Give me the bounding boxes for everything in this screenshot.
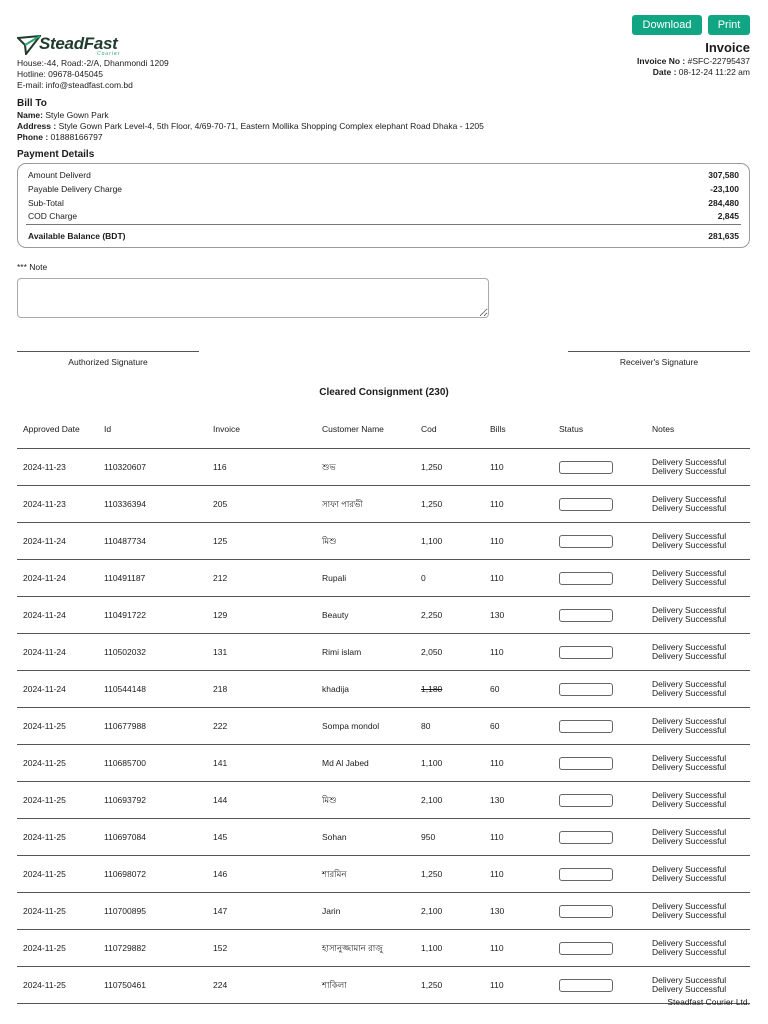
cell-notes [646, 708, 750, 745]
cell-id: 110491187 [98, 560, 207, 597]
cell-invoice: 205 [207, 486, 316, 523]
cell-approved-date: 2024-11-23 [17, 486, 98, 523]
status-field[interactable] [559, 942, 613, 955]
cell-id: 110677988 [98, 708, 207, 745]
table-row [17, 930, 750, 967]
cell-status [553, 560, 646, 597]
note-line: Delivery Successful [652, 503, 727, 513]
note-line: Delivery Successful [652, 716, 727, 726]
invoice-header [637, 40, 750, 78]
payment-row-label: Payable Delivery Charge [28, 184, 123, 194]
cell-customer-name: শাকিলা [316, 967, 415, 1004]
bill-to-name-label: Name: [17, 110, 43, 120]
payment-row-label: Sub-Total [28, 198, 64, 208]
consignment-table [17, 410, 750, 1004]
note-line: Delivery Successful [652, 540, 727, 550]
cell-approved-date: 2024-11-25 [17, 856, 98, 893]
company-info [17, 58, 169, 91]
cell-customer-name: Sohan [316, 819, 415, 856]
logo-text: SteadFast [39, 34, 118, 53]
cell-cod: 0 [415, 560, 484, 597]
cell-status [553, 486, 646, 523]
col-header-bills: Bills [484, 410, 553, 449]
table-row [17, 782, 750, 819]
cell-status [553, 856, 646, 893]
cell-status [553, 819, 646, 856]
cell-invoice: 144 [207, 782, 316, 819]
cell-cod: 1,250 [415, 856, 484, 893]
cell-approved-date: 2024-11-24 [17, 671, 98, 708]
status-field[interactable] [559, 572, 613, 585]
cell-id: 110502032 [98, 634, 207, 671]
note-textarea[interactable] [17, 278, 489, 318]
company-email: E-mail: info@steadfast.com.bd [17, 80, 133, 90]
cell-approved-date: 2024-11-25 [17, 930, 98, 967]
note-label: *** Note [17, 262, 48, 272]
footer-company: Steadfast Courier Ltd. [667, 997, 750, 1007]
cell-invoice: 222 [207, 708, 316, 745]
cell-cod: 1,180 [415, 671, 484, 708]
cell-status [553, 449, 646, 486]
col-header-cod: Cod [415, 410, 484, 449]
cell-bills: 110 [484, 856, 553, 893]
cell-bills: 110 [484, 745, 553, 782]
cell-notes [646, 560, 750, 597]
payment-row-label: Amount Deliverd [28, 170, 91, 180]
cell-status [553, 782, 646, 819]
table-row [17, 745, 750, 782]
note-line: Delivery Successful [652, 531, 727, 541]
receiver-signature-label: Receiver's Signature [619, 357, 699, 367]
company-logo [17, 33, 137, 57]
cell-invoice: 116 [207, 449, 316, 486]
logo-subtext: Courier [97, 51, 121, 57]
bill-to-name-value: Style Gown Park [45, 110, 109, 120]
cell-cod: 2,100 [415, 782, 484, 819]
cell-invoice: 147 [207, 893, 316, 930]
cell-id: 110491722 [98, 597, 207, 634]
bill-to-section [17, 97, 484, 143]
cell-customer-name: Md Al Jabed [316, 745, 415, 782]
cell-notes [646, 671, 750, 708]
payment-row [28, 170, 739, 180]
payment-row-value: 307,580 [708, 170, 739, 180]
payment-details-box [17, 163, 750, 248]
company-address: House:-44, Road:-2/A, Dhanmondi 1209 [17, 58, 169, 68]
table-row [17, 597, 750, 634]
cell-status [553, 523, 646, 560]
cell-status [553, 671, 646, 708]
payment-row-value: 2,845 [717, 211, 739, 221]
note-line: Delivery Successful [652, 938, 727, 948]
note-line: Delivery Successful [652, 873, 727, 883]
cell-approved-date: 2024-11-25 [17, 782, 98, 819]
status-field[interactable] [559, 905, 613, 918]
note-line: Delivery Successful [652, 901, 727, 911]
cell-cod: 1,100 [415, 523, 484, 560]
cell-invoice: 152 [207, 930, 316, 967]
cell-bills: 110 [484, 930, 553, 967]
cell-cod: 80 [415, 708, 484, 745]
cell-customer-name: মিশু [316, 782, 415, 819]
cell-cod: 950 [415, 819, 484, 856]
cell-customer-name: Rupali [316, 560, 415, 597]
col-header-notes: Notes [646, 410, 750, 449]
cell-customer-name: Sompa mondol [316, 708, 415, 745]
cell-bills: 60 [484, 671, 553, 708]
cell-status [553, 893, 646, 930]
cell-invoice: 141 [207, 745, 316, 782]
cell-notes [646, 597, 750, 634]
status-field[interactable] [559, 868, 613, 881]
status-field[interactable] [559, 757, 613, 770]
cell-customer-name: শুভ [316, 449, 415, 486]
cell-approved-date: 2024-11-25 [17, 745, 98, 782]
cell-id: 110693792 [98, 782, 207, 819]
cell-invoice: 129 [207, 597, 316, 634]
col-header-status: Status [553, 410, 646, 449]
consignment-table-title: Cleared Consignment (230) [319, 387, 449, 398]
cell-bills: 110 [484, 967, 553, 1004]
cell-notes [646, 634, 750, 671]
cell-id: 110750461 [98, 967, 207, 1004]
note-line: Delivery Successful [652, 577, 727, 587]
status-field[interactable] [559, 646, 613, 659]
note-line: Delivery Successful [652, 790, 727, 800]
cell-status [553, 745, 646, 782]
note-line: Delivery Successful [652, 568, 727, 578]
bill-to-phone-value: 01888166797 [50, 132, 103, 142]
cell-invoice: 218 [207, 671, 316, 708]
status-field[interactable] [559, 461, 613, 474]
table-row [17, 449, 750, 486]
cell-customer-name: Beauty [316, 597, 415, 634]
cell-notes [646, 782, 750, 819]
invoice-title: Invoice [705, 40, 750, 55]
cell-cod: 1,100 [415, 745, 484, 782]
cell-notes [646, 856, 750, 893]
note-line: Delivery Successful [652, 457, 727, 467]
note-line: Delivery Successful [652, 679, 727, 689]
cell-invoice: 125 [207, 523, 316, 560]
table-row [17, 560, 750, 597]
note-line: Delivery Successful [652, 910, 727, 920]
cell-invoice: 145 [207, 819, 316, 856]
cell-bills: 110 [484, 486, 553, 523]
cell-customer-name: মিশু [316, 523, 415, 560]
invoice-date-label: Date : [652, 67, 677, 77]
authorized-signature-label: Authorized Signature [68, 357, 148, 367]
cell-id: 110729882 [98, 930, 207, 967]
note-line: Delivery Successful [652, 725, 727, 735]
cell-notes [646, 523, 750, 560]
cell-customer-name: khadija [316, 671, 415, 708]
cell-approved-date: 2024-11-25 [17, 893, 98, 930]
note-line: Delivery Successful [652, 799, 727, 809]
logo-mark-icon [17, 35, 41, 55]
payment-row [28, 211, 739, 221]
payment-row [28, 198, 739, 208]
col-header-invoice: Invoice [207, 410, 316, 449]
status-field[interactable] [559, 720, 613, 733]
cell-approved-date: 2024-11-24 [17, 634, 98, 671]
bill-to-phone-label: Phone : [17, 132, 49, 142]
cell-notes [646, 449, 750, 486]
cell-cod: 1,100 [415, 930, 484, 967]
cell-bills: 110 [484, 560, 553, 597]
cell-status [553, 708, 646, 745]
table-row [17, 856, 750, 893]
table-row [17, 967, 750, 1004]
note-line: Delivery Successful [652, 827, 727, 837]
cell-id: 110697084 [98, 819, 207, 856]
cell-id: 110700895 [98, 893, 207, 930]
payment-row [28, 184, 739, 194]
invoice-no-value: #SFC-22795437 [687, 56, 750, 66]
cell-id: 110685700 [98, 745, 207, 782]
authorized-signature-line [17, 351, 199, 352]
available-balance-value: 281,635 [708, 231, 739, 241]
cell-approved-date: 2024-11-25 [17, 708, 98, 745]
table-row [17, 893, 750, 930]
payment-row-label: COD Charge [28, 211, 78, 221]
cell-approved-date: 2024-11-25 [17, 819, 98, 856]
note-line: Delivery Successful [652, 651, 727, 661]
status-field[interactable] [559, 794, 613, 807]
cell-bills: 110 [484, 634, 553, 671]
bill-to-address-label: Address : [17, 121, 57, 131]
bill-to-address-value: Style Gown Park Level-4, 5th Floor, 4/69-70-71, Eastern Mollika Shopping Complex elephant Road Dhaka - 1205 [58, 121, 484, 131]
cell-bills: 60 [484, 708, 553, 745]
note-line: Delivery Successful [652, 494, 727, 504]
receiver-signature-line [568, 351, 750, 352]
cell-id: 110544148 [98, 671, 207, 708]
table-row [17, 486, 750, 523]
cell-approved-date: 2024-11-23 [17, 449, 98, 486]
cell-notes [646, 930, 750, 967]
status-field[interactable] [559, 609, 613, 622]
note-line: Delivery Successful [652, 466, 727, 476]
status-field[interactable] [559, 831, 613, 844]
note-line: Delivery Successful [652, 605, 727, 615]
col-header-approved-date: Approved Date [17, 410, 98, 449]
table-header-row [17, 410, 750, 449]
payment-row-value: -23,100 [710, 184, 739, 194]
cell-status [553, 930, 646, 967]
cell-customer-name: Jarin [316, 893, 415, 930]
note-line: Delivery Successful [652, 688, 727, 698]
status-field[interactable] [559, 535, 613, 548]
cell-customer-name: সাফা পারভী [316, 486, 415, 523]
note-line: Delivery Successful [652, 614, 727, 624]
cell-notes [646, 819, 750, 856]
note-line: Delivery Successful [652, 836, 727, 846]
cell-id: 110320607 [98, 449, 207, 486]
note-line: Delivery Successful [652, 984, 727, 994]
cell-cod: 2,100 [415, 893, 484, 930]
table-row [17, 523, 750, 560]
cell-approved-date: 2024-11-24 [17, 597, 98, 634]
invoice-date-value: 08-12-24 11:22 am [678, 67, 750, 77]
col-header-id: Id [98, 410, 207, 449]
cell-customer-name: Rimi islam [316, 634, 415, 671]
cell-status [553, 597, 646, 634]
table-row [17, 819, 750, 856]
cell-bills: 110 [484, 449, 553, 486]
available-balance-label: Available Balance (BDT) [28, 231, 126, 241]
bill-to-heading: Bill To [17, 98, 47, 109]
cell-status [553, 634, 646, 671]
cell-bills: 110 [484, 523, 553, 560]
cell-status [553, 967, 646, 1004]
cell-notes [646, 486, 750, 523]
cell-bills: 130 [484, 893, 553, 930]
cell-id: 110698072 [98, 856, 207, 893]
invoice-no-label: Invoice No : [637, 56, 686, 66]
table-row [17, 634, 750, 671]
cell-cod: 1,250 [415, 486, 484, 523]
cell-invoice: 224 [207, 967, 316, 1004]
payment-divider [26, 224, 741, 225]
cell-bills: 130 [484, 597, 553, 634]
cell-notes [646, 893, 750, 930]
col-header-customer-name: Customer Name [316, 410, 415, 449]
cell-notes [646, 745, 750, 782]
cell-invoice: 131 [207, 634, 316, 671]
cell-bills: 130 [484, 782, 553, 819]
cell-id: 110336394 [98, 486, 207, 523]
cell-customer-name: হাসানুজ্জামান রাজু [316, 930, 415, 967]
cell-bills: 110 [484, 819, 553, 856]
download-button[interactable]: Download [632, 15, 702, 35]
payment-row-value: 284,480 [708, 198, 739, 208]
company-hotline: Hotline: 09678-045045 [17, 69, 104, 79]
cell-approved-date: 2024-11-24 [17, 523, 98, 560]
cell-cod: 2,250 [415, 597, 484, 634]
cell-approved-date: 2024-11-25 [17, 967, 98, 1004]
cell-invoice: 146 [207, 856, 316, 893]
cell-id: 110487734 [98, 523, 207, 560]
note-line: Delivery Successful [652, 762, 727, 772]
note-line: Delivery Successful [652, 864, 727, 874]
status-field[interactable] [559, 683, 613, 696]
print-button[interactable]: Print [708, 15, 750, 35]
note-line: Delivery Successful [652, 947, 727, 957]
cell-invoice: 212 [207, 560, 316, 597]
cell-cod: 2,050 [415, 634, 484, 671]
note-line: Delivery Successful [652, 642, 727, 652]
status-field[interactable] [559, 979, 613, 992]
cell-cod: 1,250 [415, 967, 484, 1004]
status-field[interactable] [559, 498, 613, 511]
cell-customer-name: শারমিন [316, 856, 415, 893]
note-line: Delivery Successful [652, 753, 727, 763]
available-balance-row [28, 231, 739, 241]
table-row [17, 708, 750, 745]
table-row [17, 671, 750, 708]
cell-cod: 1,250 [415, 449, 484, 486]
cell-approved-date: 2024-11-24 [17, 560, 98, 597]
note-line: Delivery Successful [652, 975, 727, 985]
payment-details-heading: Payment Details [17, 149, 95, 160]
